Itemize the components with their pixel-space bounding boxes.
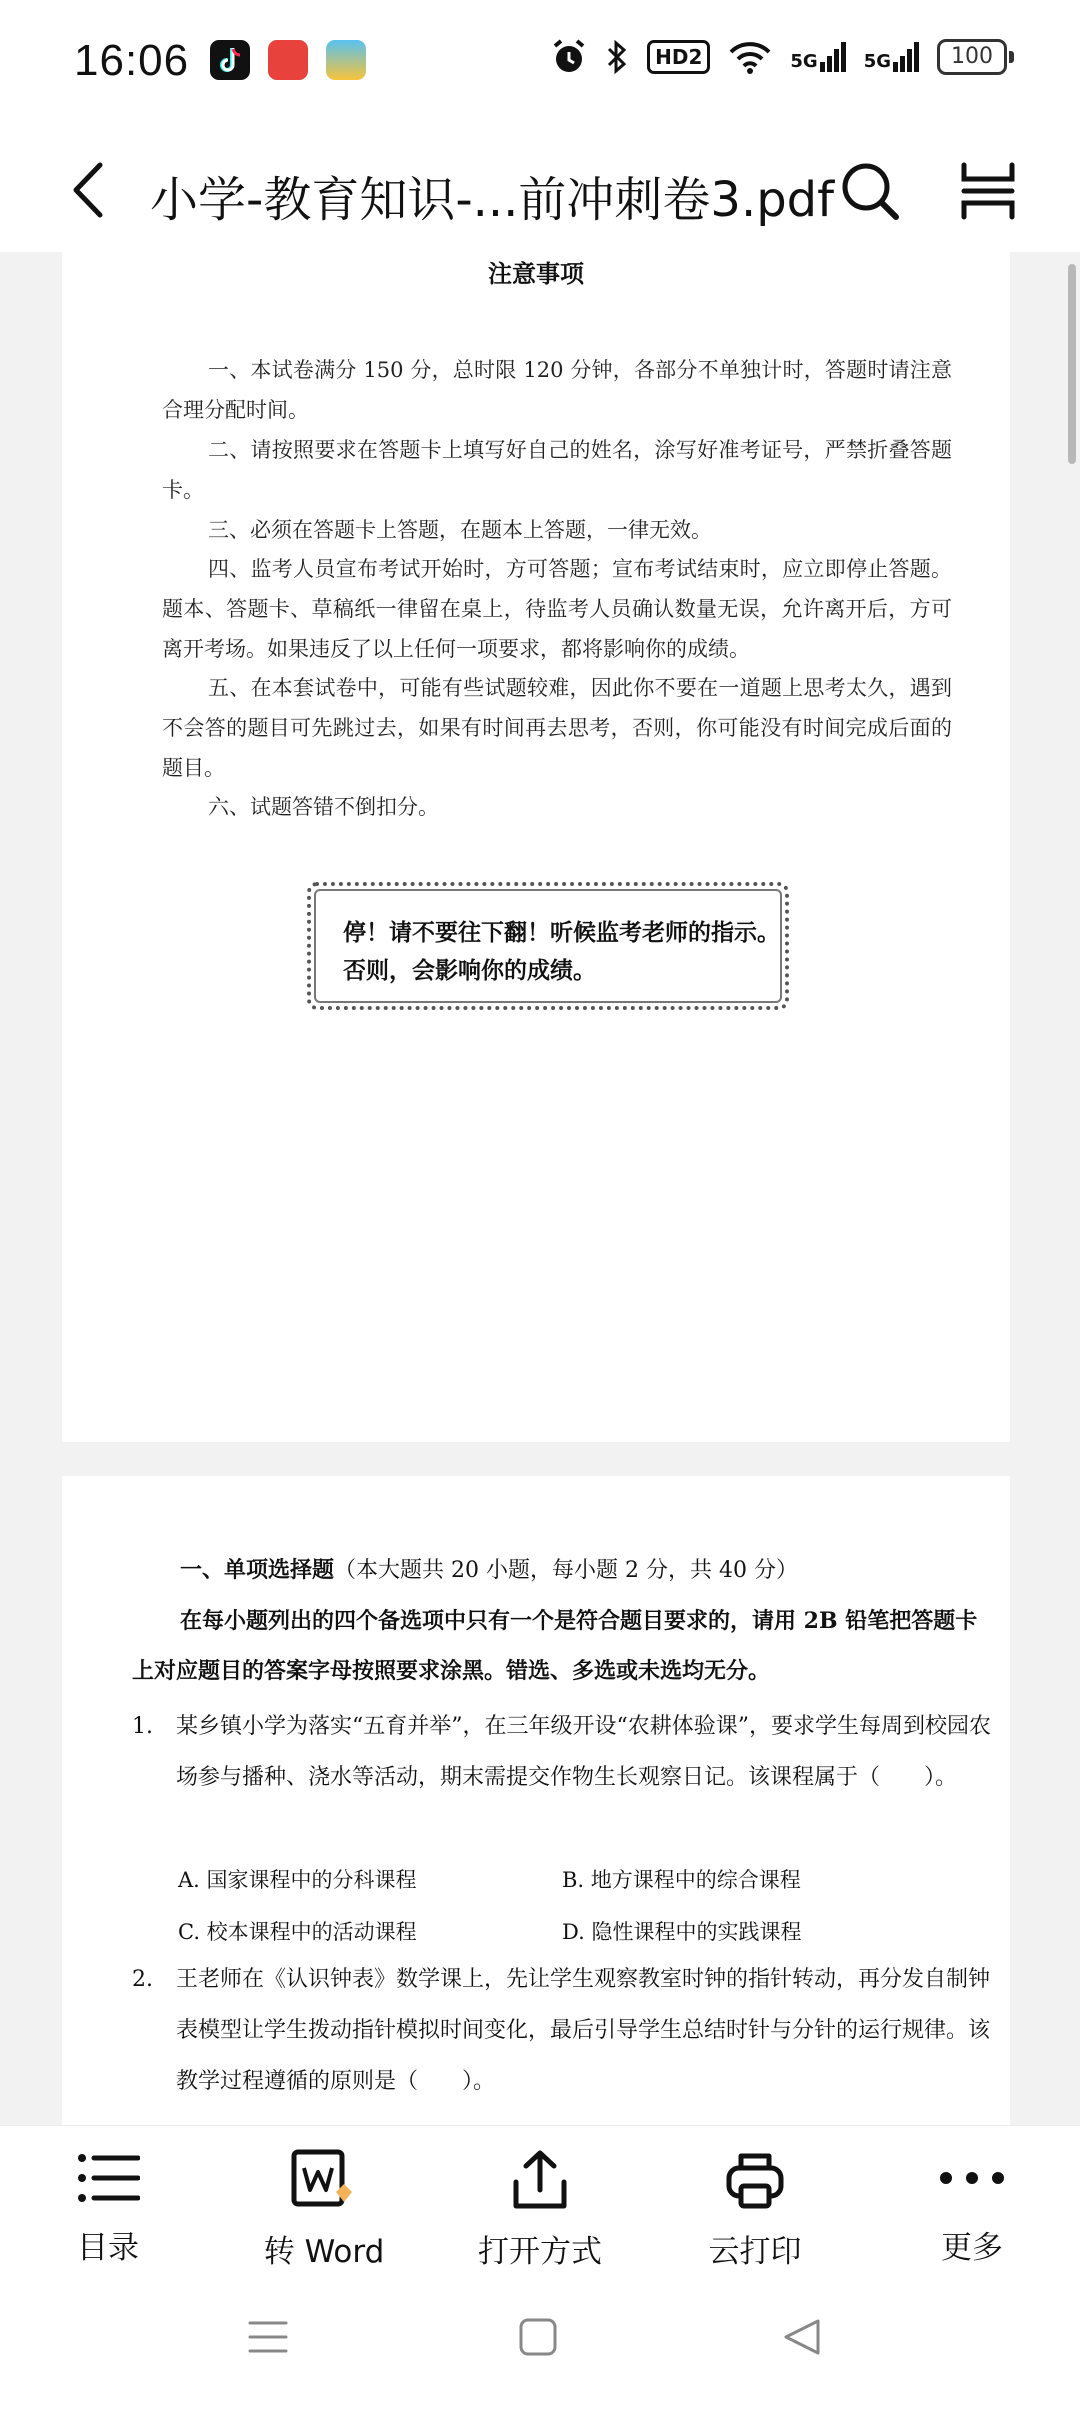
to-word-label: 转 Word (263, 2234, 385, 2270)
question-text: 王老师在《认识钟表》数学课上，先让学生观察教室时钟的指针转动，再分发自制钟表模型让学生拨动指针模拟时间变化，最后引导学生总结时针与分针的运行规律。该教学过程遵循的原则是（ ）。 (176, 1967, 991, 2094)
q1-option-b: B. 地方课程中的综合课程 (562, 1868, 801, 1892)
recent-apps-button[interactable] (248, 2317, 288, 2361)
pdf-page-2 (62, 1476, 1010, 2125)
expand-button[interactable] (958, 161, 1018, 225)
back-nav-icon (782, 2317, 822, 2357)
open-with-label: 打开方式 (478, 2234, 602, 2270)
home-nav-icon (518, 2317, 558, 2357)
hd-badge: HD2 (647, 40, 710, 74)
question-2 (132, 1954, 992, 2107)
list-icon (76, 2148, 140, 2208)
shopping-app-icon (268, 40, 308, 80)
print-icon (723, 2148, 787, 2212)
q1-option-c: C. 校本课程中的活动课程 (178, 1920, 417, 1944)
rule-4: 四、监考人员宣布考试开始时，方可答题；宣布考试结束时，应立即停止答题。题本、答题卡、草稿纸一律留在桌上，待监考人员确认数量无误，允许离开后，方可离开考场。如果违反了以上任何一项要求，都将影响你的成绩。 (162, 557, 952, 661)
question-number: 1. (132, 1714, 153, 1739)
status-indicators (551, 38, 1014, 76)
question-text: 某乡镇小学为落实“五育并举”，在三年级开设“农耕体验课”，要求学生每周到校园农场参与播种、浇水等活动，期末需提交作物生长观察日记。该课程属于（ ）。 (176, 1714, 991, 1790)
search-icon (836, 157, 904, 225)
expand-icon (958, 161, 1018, 221)
rule-1: 一、本试卷满分 150 分，总时限 120 分钟，各部分不单独计时，答题时请注意合理分配时间。 (162, 358, 952, 422)
document-title: 小学-教育知识-...前冲刺卷3.pdf (150, 172, 835, 228)
rule-2: 二、请按照要求在答题卡上填写好自己的姓名，涂写好准考证号，严禁折叠答题卡。 (162, 438, 952, 502)
question-1 (132, 1701, 992, 1803)
stop-notice-box (307, 882, 789, 1010)
system-back-button[interactable] (782, 2317, 822, 2361)
word-convert-icon (290, 2148, 358, 2212)
stop-line-1: 停！请不要往下翻！听候监考老师的指示。 (343, 919, 780, 946)
tiktok-app-icon (210, 40, 250, 80)
search-button[interactable] (836, 157, 904, 229)
toc-button[interactable] (23, 2148, 193, 2267)
section-instruction: 在每小题列出的四个备选项中只有一个是符合题目要求的，请用 2B 铅笔把答题卡上对应题目的答案字母按照要求涂黑。错选、多选或未选均无分。 (132, 1608, 978, 1684)
q1-option-d: D. 隐性课程中的实践课程 (562, 1920, 802, 1944)
question-number: 2. (132, 1967, 153, 1992)
more-label: 更多 (941, 2230, 1003, 2266)
status-bar (0, 0, 1080, 125)
menu-nav-icon (248, 2317, 288, 2357)
back-button[interactable] (62, 155, 122, 225)
signal-bars-icon (820, 42, 846, 72)
pdf-viewer[interactable] (0, 252, 1080, 2125)
toc-label: 目录 (77, 2230, 139, 2266)
stop-line-2: 否则，会影响你的成绩。 (343, 957, 596, 984)
rule-3: 三、必须在答题卡上答题，在题本上答题，一律无效。 (208, 518, 712, 542)
section-note: （本大题共 20 小题，每小题 2 分，共 40 分） (334, 1558, 798, 1583)
cloud-print-label: 云打印 (708, 2234, 802, 2270)
battery-level: 100 (937, 39, 1007, 75)
kids-app-icon (326, 40, 366, 80)
status-app-icons (210, 40, 366, 80)
bluetooth-icon (605, 38, 629, 76)
more-button[interactable] (887, 2148, 1057, 2267)
scrollbar[interactable] (1068, 264, 1076, 464)
app-header (0, 125, 1080, 253)
cloud-print-button[interactable] (670, 2148, 840, 2271)
status-time: 16:06 (74, 36, 190, 85)
open-with-button[interactable] (455, 2148, 625, 2271)
battery-indicator (937, 39, 1014, 75)
bottom-toolbar (0, 2125, 1080, 2276)
alarm-icon (551, 38, 587, 76)
back-icon (62, 155, 122, 225)
notice-title: 注意事项 (488, 259, 584, 288)
rule-6: 六、试题答错不倒扣分。 (208, 795, 439, 819)
share-icon (508, 2148, 572, 2212)
to-word-button[interactable] (239, 2148, 409, 2271)
home-button[interactable] (518, 2317, 558, 2361)
section-heading: 一、单项选择题（本大题共 20 小题，每小题 2 分，共 40 分） (180, 1557, 798, 1583)
rule-5: 五、在本套试卷中，可能有些试题较难，因此你不要在一道题上思考太久，遇到不会答的题目可先跳过去，如果有时间再去思考，否则，你可能没有时间完成后面的题目。 (162, 676, 952, 780)
q1-option-a: A. 国家课程中的分科课程 (178, 1868, 417, 1892)
system-nav-bar (0, 2275, 1080, 2412)
wifi-icon (728, 40, 772, 74)
more-icon (938, 2148, 1006, 2208)
signal-2: 5G (864, 42, 919, 72)
signal-1: 5G (790, 42, 845, 72)
signal-bars-icon (893, 42, 919, 72)
pdf-page-1 (62, 252, 1010, 1442)
